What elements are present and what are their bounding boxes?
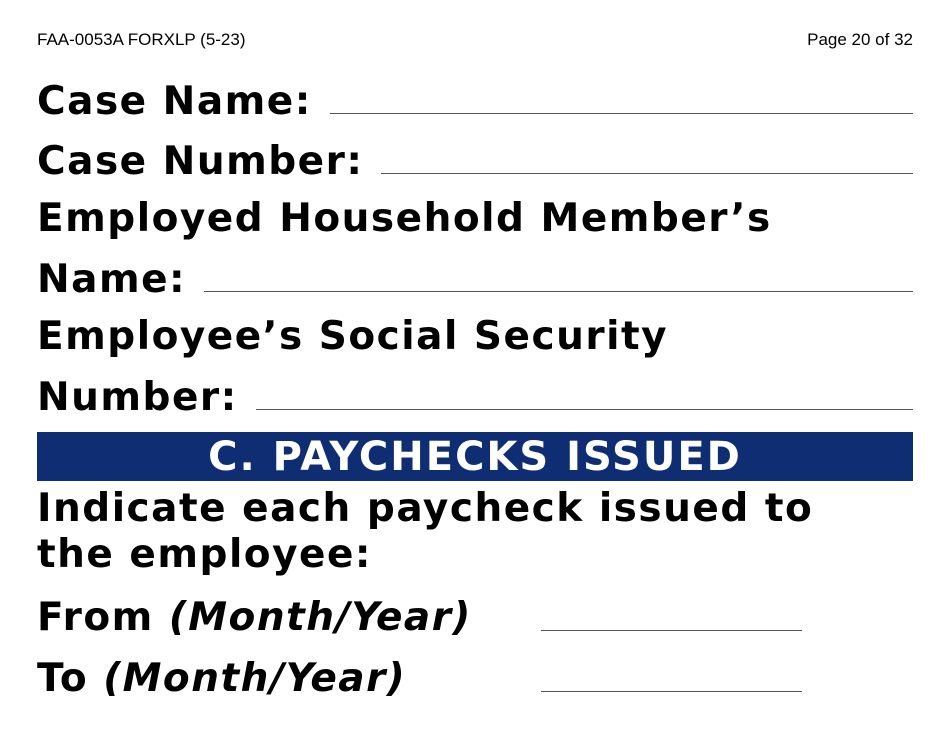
member-name-label-line1: Employed Household Member’s — [37, 196, 772, 241]
to-label: To — [37, 656, 89, 701]
ssn-label-line2: Number: — [37, 375, 238, 420]
instruction-line1: Indicate each paycheck issued to — [37, 486, 814, 531]
case-number-row — [37, 139, 913, 184]
form-id: FAA-0053A FORXLP (5-23) — [37, 30, 246, 49]
member-name-label-line2: Name: — [37, 257, 187, 302]
case-name-label: Case Name: — [37, 79, 312, 124]
to-label-group — [37, 656, 407, 701]
from-label-group — [37, 595, 472, 640]
from-hint: (Month/Year) — [168, 595, 472, 640]
ssn-label-line1: Employee’s Social Security — [37, 314, 669, 359]
case-number-label: Case Number: — [37, 139, 364, 184]
section-banner: C. PAYCHECKS ISSUED — [37, 432, 913, 481]
ssn-field[interactable] — [256, 408, 913, 410]
case-name-field[interactable] — [330, 112, 913, 114]
member-name-field[interactable] — [204, 290, 913, 292]
case-name-row — [37, 79, 913, 124]
case-number-field[interactable] — [381, 172, 913, 174]
ssn-row — [37, 375, 913, 420]
to-date-field[interactable] — [541, 690, 802, 692]
member-name-row — [37, 257, 913, 302]
instruction-line2: the employee: — [37, 532, 373, 577]
from-date-field[interactable] — [541, 629, 802, 631]
from-label: From — [37, 595, 154, 640]
page-number: Page 20 of 32 — [807, 30, 913, 49]
to-hint: (Month/Year) — [103, 656, 407, 701]
